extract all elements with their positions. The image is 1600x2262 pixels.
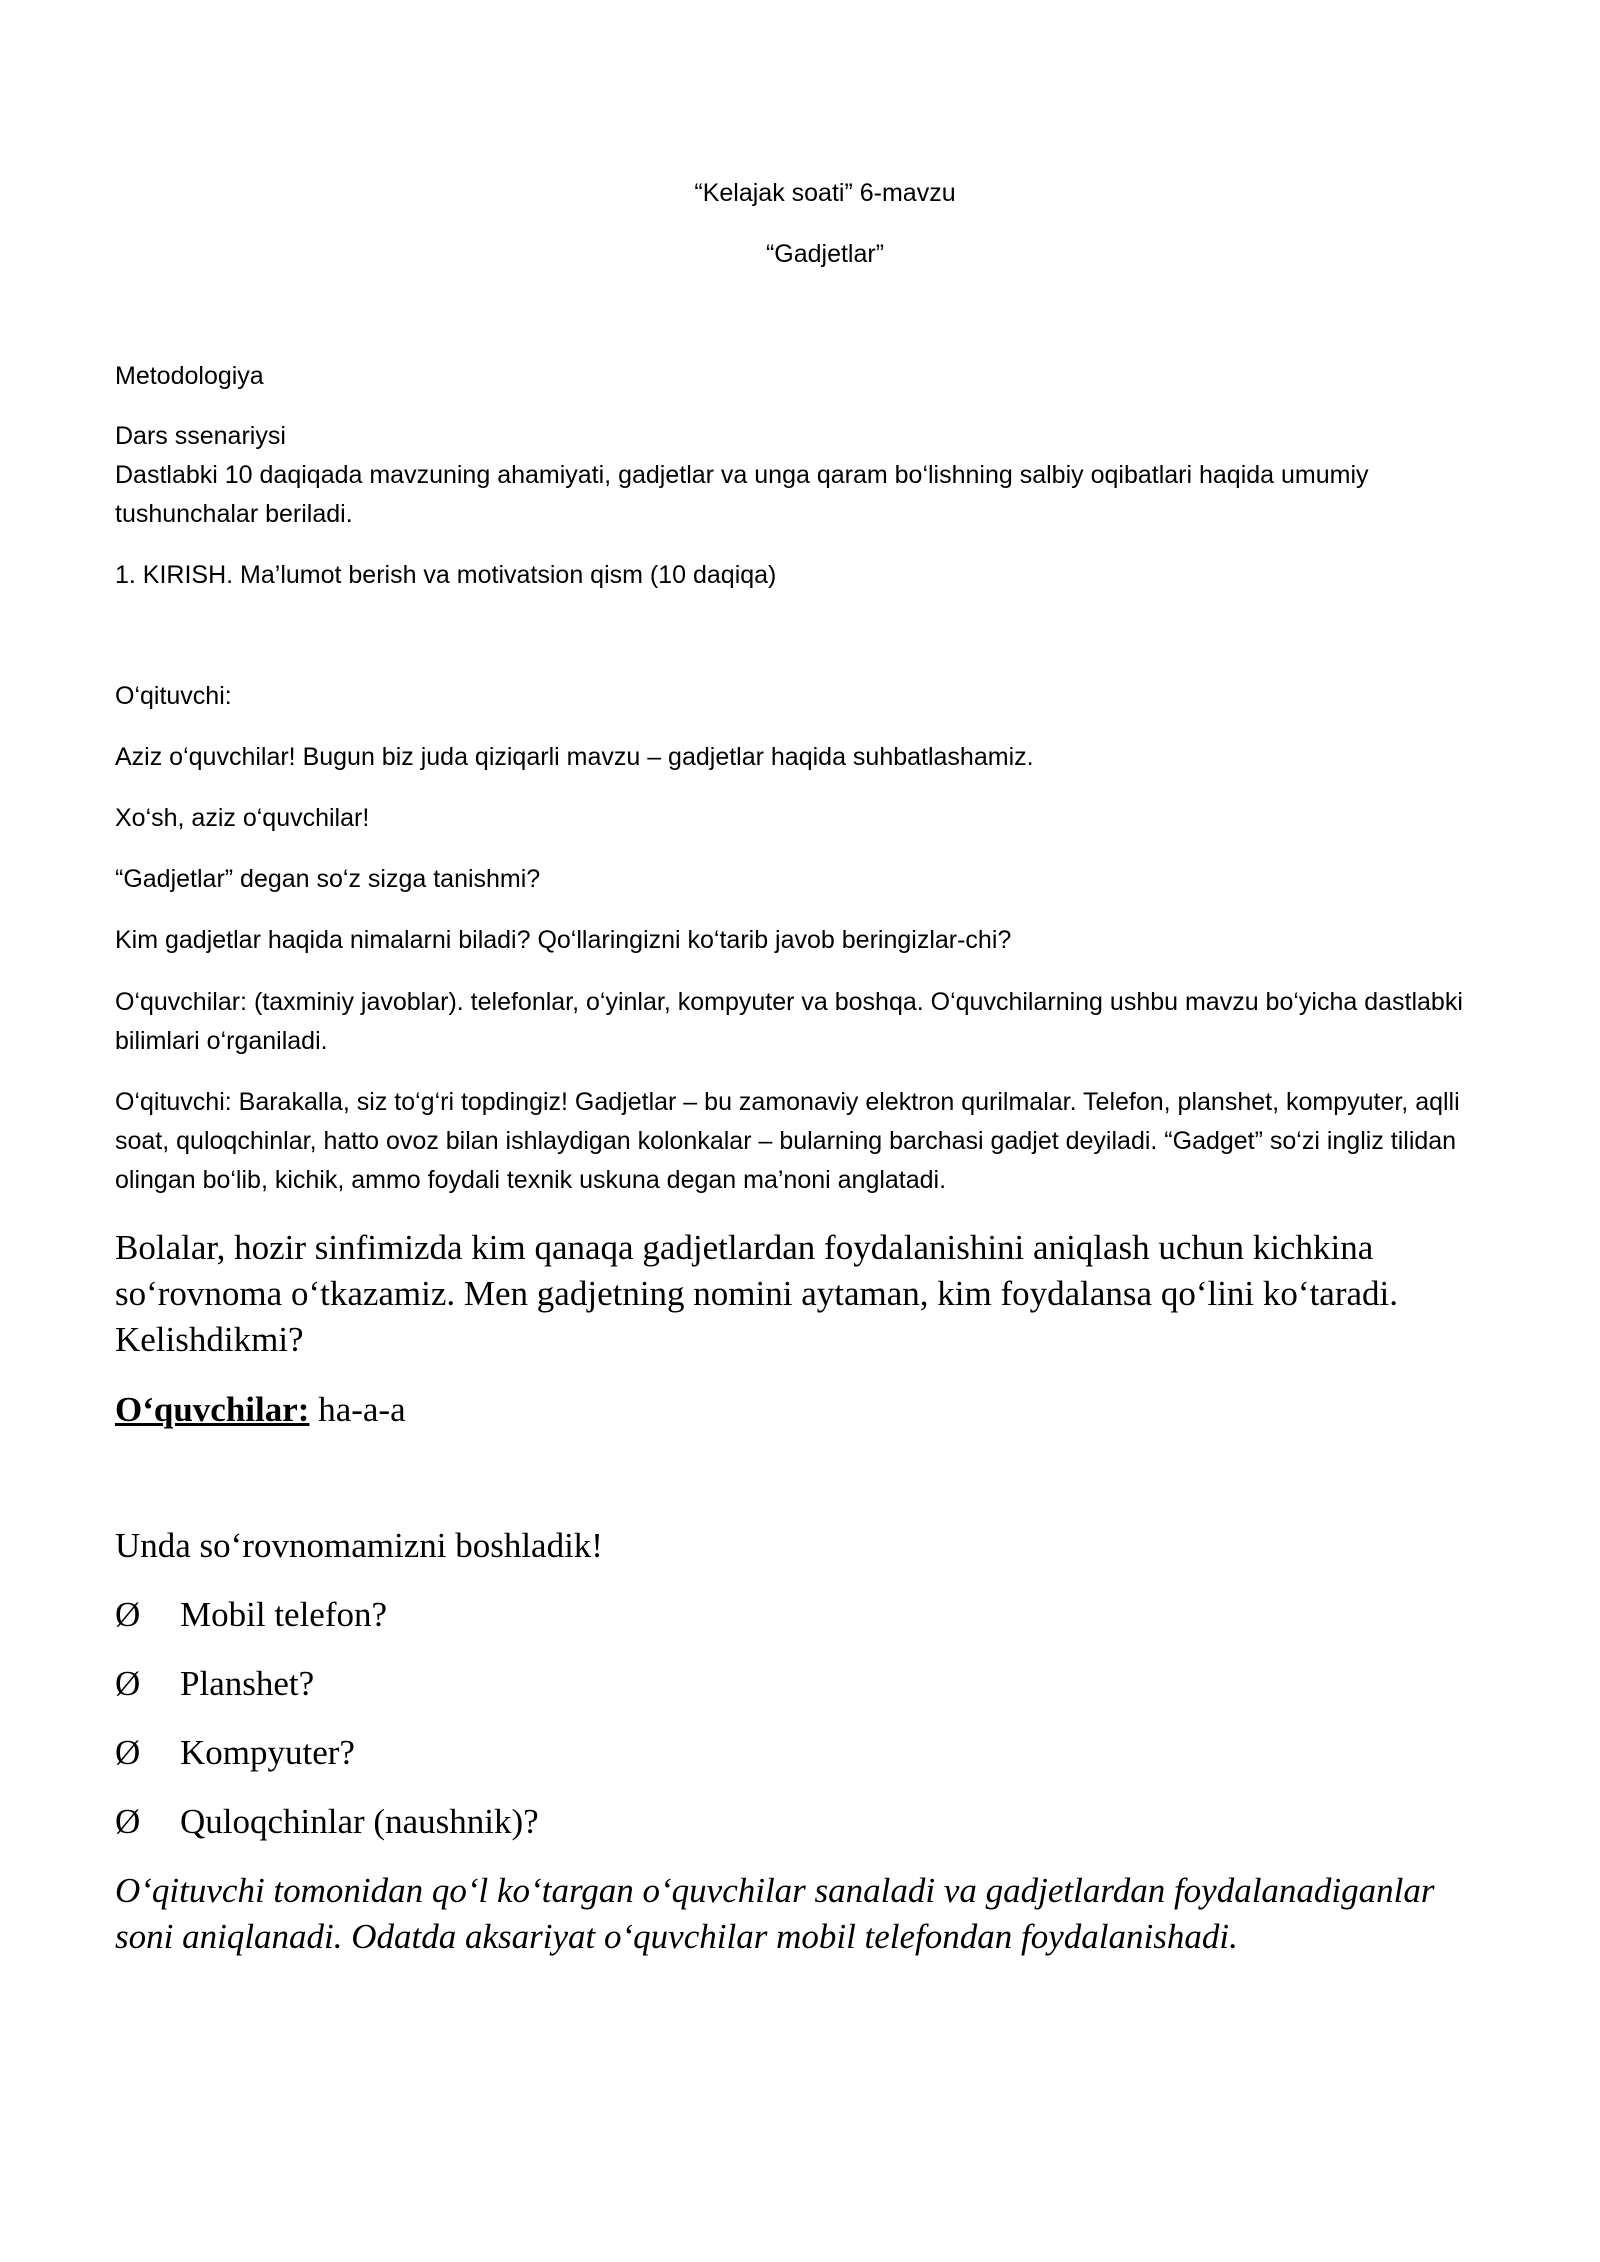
bullet-symbol: Ø — [115, 1664, 141, 1703]
bullet-symbol: Ø — [115, 1595, 141, 1634]
students-answer: ha-a-a — [309, 1390, 406, 1429]
paragraph-survey-start: Unda so‘rovnomamizni boshladik! — [115, 1526, 603, 1565]
paragraph-teacher-explanation: O‘qituvchi: Barakalla, siz to‘g‘ri topdingiz! Gadjetlar – bu zamonaviy elektron qurilmalar. Telefon, planshet, kompyuter, aqlli soat, quloqchinlar, hatto ovoz bilan ishlaydigan kolonkalar – bularning barchasi gadjet deyiladi. “Gadget” so‘zi ingliz tilidan olingan bo‘lib, kichik, ammo foydali texnik uskuna degan ma’noni anglatadi. — [115, 1088, 1460, 1194]
paragraph-question-3: Kim gadjetlar haqida nimalarni biladi? Qo‘llaringizni ko‘tarib javob beringizlar-chi? — [115, 926, 1012, 954]
header-title: “Gadjetlar” — [765, 240, 885, 268]
students-reply — [115, 1387, 1515, 1433]
methodology-heading: Metodologiya — [115, 362, 264, 390]
paragraph-students-answers: O‘quvchilar: (taxminiy javoblar). telefonlar, o‘yinlar, kompyuter va boshqa. O‘quvchilarning ushbu mavzu bo‘yicha dastlabki bilimlari o‘rganiladi. — [115, 988, 1463, 1055]
teacher-label: O‘qituvchi: — [115, 682, 232, 710]
list-item: Quloqchinlar (naushnik)? — [180, 1802, 539, 1841]
list-item: Kompyuter? — [180, 1733, 355, 1772]
paragraph-closing-note: O‘qituvchi tomonidan qo‘l ko‘targan o‘quvchilar sanaladi va gadjetlardan foydalanadiganlar soni aniqlanadi. Odatda aksariyat o‘quvchilar mobil telefondan foydalanishadi. — [115, 1871, 1435, 1956]
scenario-heading: Dars ssenariysi — [115, 422, 286, 450]
list-item: Planshet? — [180, 1664, 315, 1703]
students-label: O‘quvchilar: — [115, 1390, 310, 1429]
paragraph-question-1: Xo‘sh, aziz o‘quvchilar! — [115, 804, 370, 832]
list-item: Mobil telefon? — [180, 1595, 388, 1634]
paragraph-survey-intro: Bolalar, hozir sinfimizda kim qanaqa gadjetlardan foydalanishini aniqlash uchun kichkina so‘rovnoma o‘tkazamiz. Men gadjetning nomini aytaman, kim foydalansa qo‘lini ko‘taradi. Kelishdikmi? — [115, 1228, 1398, 1359]
bullet-symbol: Ø — [115, 1802, 141, 1841]
header-topic: “Kelajak soati” 6-mavzu — [694, 179, 956, 207]
paragraph-question-2: “Gadjetlar” degan so‘z sizga tanishmi? — [115, 865, 541, 893]
section-heading-intro: 1. KIRISH. Ma’lumot berish va motivatsion qism (10 daqiqa) — [115, 561, 777, 589]
paragraph-greeting: Aziz o‘quvchilar! Bugun biz juda qiziqarli mavzu – gadjetlar haqida suhbatlashamiz. — [115, 743, 1034, 771]
bullet-symbol: Ø — [115, 1733, 141, 1772]
scenario-paragraph: Dastlabki 10 daqiqada mavzuning ahamiyati, gadjetlar va unga qaram bo‘lishning salbiy oqibatlari haqida umumiy tushunchalar beriladi. — [115, 461, 1369, 528]
